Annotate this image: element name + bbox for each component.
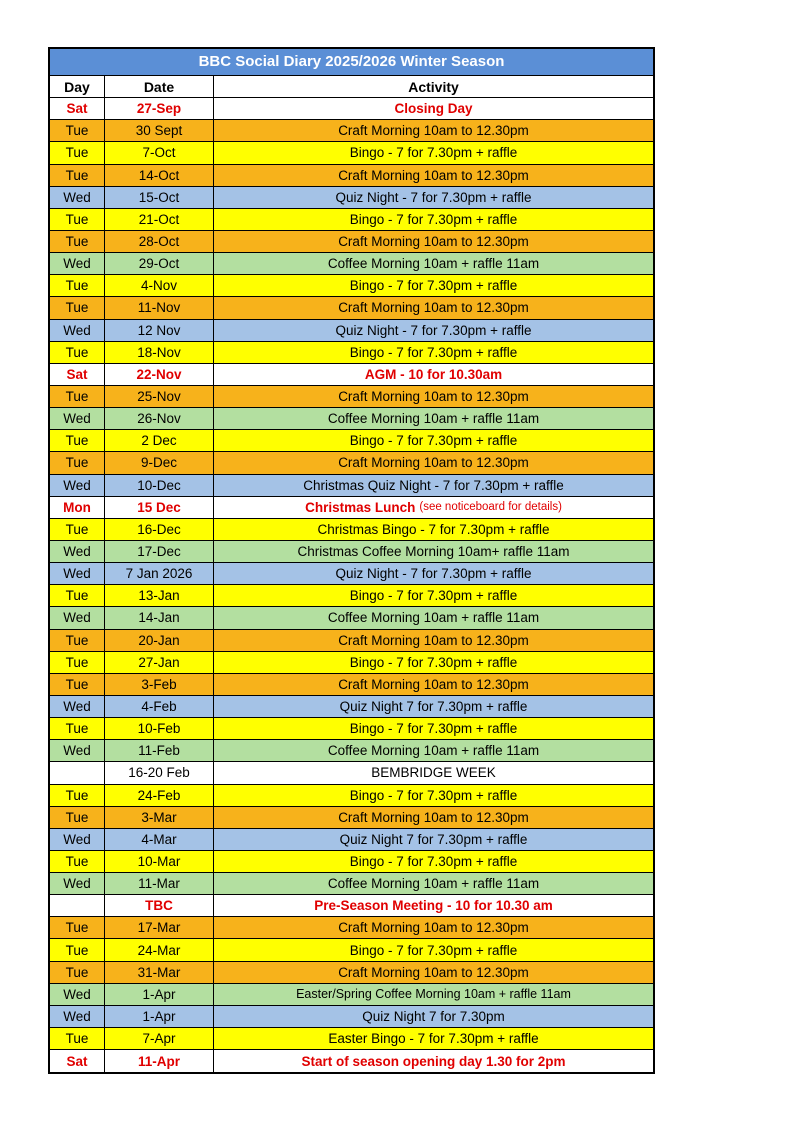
row-activity xyxy=(214,297,653,318)
row-day: Tue xyxy=(50,851,105,872)
diary-row xyxy=(50,253,653,275)
row-date: 4-Feb xyxy=(105,696,214,717)
row-activity-text: AGM - 10 for 10.30am xyxy=(364,366,503,382)
diary-rows xyxy=(50,98,653,1072)
row-date: 7-Apr xyxy=(105,1028,214,1049)
row-activity-text: Bingo - 7 for 7.30pm + raffle xyxy=(349,278,518,294)
row-activity-text: Christmas Coffee Morning 10am+ raffle 11am xyxy=(297,544,570,560)
row-activity xyxy=(214,785,653,806)
row-activity-text: Quiz Night 7 for 7.30pm xyxy=(362,1008,505,1024)
row-day: Tue xyxy=(50,674,105,695)
header-day: Day xyxy=(50,76,105,97)
diary-row xyxy=(50,674,653,696)
row-activity-text: Pre-Season Meeting - 10 for 10.30 am xyxy=(314,898,553,914)
row-date: 4-Mar xyxy=(105,829,214,850)
row-activity-text: Easter/Spring Coffee Morning 10am + raffle 11am xyxy=(296,987,571,1002)
row-day: Tue xyxy=(50,342,105,363)
row-activity-text: Craft Morning 10am to 12.30pm xyxy=(338,920,529,936)
diary-row xyxy=(50,320,653,342)
row-activity-text: Coffee Morning 10am + raffle 11am xyxy=(327,743,540,759)
row-activity xyxy=(214,430,653,451)
row-day xyxy=(50,762,105,783)
row-day: Wed xyxy=(50,187,105,208)
row-date: 24-Feb xyxy=(105,785,214,806)
row-activity xyxy=(214,475,653,496)
row-day: Tue xyxy=(50,209,105,230)
row-activity xyxy=(214,452,653,473)
header-activity: Activity xyxy=(408,78,459,95)
row-date: 30 Sept xyxy=(105,120,214,141)
row-activity xyxy=(214,209,653,230)
row-date: 20-Jan xyxy=(105,630,214,651)
row-date: 14-Oct xyxy=(105,165,214,186)
row-day: Tue xyxy=(50,785,105,806)
row-date: 9-Dec xyxy=(105,452,214,473)
diary-row xyxy=(50,785,653,807)
row-date: 11-Mar xyxy=(105,873,214,894)
row-date: 7-Oct xyxy=(105,142,214,163)
row-activity xyxy=(214,1006,653,1027)
diary-row xyxy=(50,98,653,120)
diary-row xyxy=(50,718,653,740)
row-day: Tue xyxy=(50,120,105,141)
row-date: 18-Nov xyxy=(105,342,214,363)
diary-title: BBC Social Diary 2025/2026 Winter Season xyxy=(50,49,653,76)
diary-row xyxy=(50,541,653,563)
row-date: 15-Oct xyxy=(105,187,214,208)
diary-row xyxy=(50,475,653,497)
row-activity xyxy=(214,1028,653,1049)
row-activity-text: Craft Morning 10am to 12.30pm xyxy=(338,455,529,471)
row-activity xyxy=(214,231,653,252)
diary-row xyxy=(50,829,653,851)
diary-row xyxy=(50,652,653,674)
row-date: 4-Nov xyxy=(105,275,214,296)
row-day: Wed xyxy=(50,541,105,562)
row-day: Tue xyxy=(50,652,105,673)
row-day: Mon xyxy=(50,497,105,518)
diary-row xyxy=(50,297,653,319)
row-day: Wed xyxy=(50,253,105,274)
row-activity xyxy=(214,408,653,429)
row-date: 22-Nov xyxy=(105,364,214,385)
row-activity-text: Bingo - 7 for 7.30pm + raffle xyxy=(349,211,518,227)
diary-row xyxy=(50,342,653,364)
row-activity xyxy=(214,364,653,385)
row-date: 3-Mar xyxy=(105,807,214,828)
row-date: 17-Dec xyxy=(105,541,214,562)
diary-row xyxy=(50,165,653,187)
row-activity xyxy=(214,829,653,850)
row-day: Tue xyxy=(50,630,105,651)
row-date: 27-Sep xyxy=(105,98,214,119)
row-activity-text: Craft Morning 10am to 12.30pm xyxy=(338,632,529,648)
row-day: Tue xyxy=(50,807,105,828)
row-activity-text: Coffee Morning 10am + raffle 11am xyxy=(327,876,540,892)
diary-row xyxy=(50,807,653,829)
row-day: Tue xyxy=(50,142,105,163)
row-day: Sat xyxy=(50,1050,105,1072)
row-activity-text: Craft Morning 10am to 12.30pm xyxy=(338,167,529,183)
row-activity-text: Start of season opening day 1.30 for 2pm xyxy=(301,1053,566,1069)
row-activity xyxy=(214,674,653,695)
diary-row xyxy=(50,895,653,917)
diary-row xyxy=(50,762,653,784)
row-date: 16-Dec xyxy=(105,519,214,540)
social-diary-table xyxy=(48,47,655,1074)
row-activity xyxy=(214,652,653,673)
diary-row xyxy=(50,1028,653,1050)
row-day: Tue xyxy=(50,718,105,739)
row-date: 17-Mar xyxy=(105,917,214,938)
row-activity-text: Bingo - 7 for 7.30pm + raffle xyxy=(349,654,518,670)
row-activity-text: Bingo - 7 for 7.30pm + raffle xyxy=(349,721,518,737)
row-activity xyxy=(214,187,653,208)
diary-row xyxy=(50,851,653,873)
row-date: 12 Nov xyxy=(105,320,214,341)
row-activity xyxy=(214,253,653,274)
row-activity xyxy=(214,585,653,606)
row-day: Wed xyxy=(50,829,105,850)
row-activity-text: Closing Day xyxy=(394,101,473,117)
row-date: 3-Feb xyxy=(105,674,214,695)
row-date: 24-Mar xyxy=(105,939,214,960)
row-day: Wed xyxy=(50,696,105,717)
row-activity xyxy=(214,120,653,141)
row-day: Tue xyxy=(50,165,105,186)
row-day: Tue xyxy=(50,297,105,318)
diary-row xyxy=(50,873,653,895)
diary-row xyxy=(50,430,653,452)
row-activity xyxy=(214,519,653,540)
diary-row xyxy=(50,519,653,541)
row-activity xyxy=(214,740,653,761)
row-activity xyxy=(214,630,653,651)
row-date: 1-Apr xyxy=(105,1006,214,1027)
row-date: 10-Dec xyxy=(105,475,214,496)
row-date: 11-Apr xyxy=(105,1050,214,1072)
row-activity xyxy=(214,142,653,163)
row-date: 1-Apr xyxy=(105,984,214,1005)
diary-row xyxy=(50,120,653,142)
row-date: 31-Mar xyxy=(105,962,214,983)
row-activity xyxy=(214,762,653,783)
row-day: Wed xyxy=(50,408,105,429)
row-activity-text: BEMBRIDGE WEEK xyxy=(371,765,496,781)
row-day: Tue xyxy=(50,430,105,451)
row-activity-text: Bingo - 7 for 7.30pm + raffle xyxy=(349,433,518,449)
row-date: 2 Dec xyxy=(105,430,214,451)
row-activity-text: Bingo - 7 for 7.30pm + raffle xyxy=(349,942,518,958)
row-activity-text: Craft Morning 10am to 12.30pm xyxy=(338,123,529,139)
diary-row xyxy=(50,231,653,253)
row-date: 11-Nov xyxy=(105,297,214,318)
row-activity xyxy=(214,497,653,518)
row-day: Tue xyxy=(50,231,105,252)
row-activity xyxy=(214,563,653,584)
row-date: 7 Jan 2026 xyxy=(105,563,214,584)
diary-row xyxy=(50,142,653,164)
diary-row xyxy=(50,563,653,585)
diary-row xyxy=(50,984,653,1006)
row-activity xyxy=(214,342,653,363)
row-activity xyxy=(214,718,653,739)
row-activity-text: Quiz Night - 7 for 7.30pm + raffle xyxy=(335,322,532,338)
row-activity-text: Bingo - 7 for 7.30pm + raffle xyxy=(349,588,518,604)
row-day: Wed xyxy=(50,563,105,584)
row-activity xyxy=(214,917,653,938)
row-activity-text: Coffee Morning 10am + raffle 11am xyxy=(327,256,540,272)
row-date: 26-Nov xyxy=(105,408,214,429)
row-day: Wed xyxy=(50,740,105,761)
row-date: TBC xyxy=(105,895,214,916)
diary-row xyxy=(50,740,653,762)
row-date: 28-Oct xyxy=(105,231,214,252)
row-day: Tue xyxy=(50,939,105,960)
row-date: 13-Jan xyxy=(105,585,214,606)
row-activity-text: Christmas Bingo - 7 for 7.30pm + raffle xyxy=(317,521,550,537)
row-date: 29-Oct xyxy=(105,253,214,274)
row-date: 15 Dec xyxy=(105,497,214,518)
diary-row xyxy=(50,386,653,408)
diary-row xyxy=(50,209,653,231)
row-activity-text: Quiz Night - 7 for 7.30pm + raffle xyxy=(335,189,532,205)
row-activity-text: Craft Morning 10am to 12.30pm xyxy=(338,234,529,250)
row-activity-text: Quiz Night 7 for 7.30pm + raffle xyxy=(339,831,528,847)
diary-row xyxy=(50,1006,653,1028)
row-activity-text: Coffee Morning 10am + raffle 11am xyxy=(327,610,540,626)
row-activity-text: Christmas Lunch xyxy=(305,499,416,515)
row-day: Tue xyxy=(50,585,105,606)
diary-row xyxy=(50,939,653,961)
row-activity-text: Craft Morning 10am to 12.30pm xyxy=(338,676,529,692)
row-date: 25-Nov xyxy=(105,386,214,407)
row-day: Sat xyxy=(50,364,105,385)
row-activity-text: Craft Morning 10am to 12.30pm xyxy=(338,809,529,825)
row-activity-text: Bingo - 7 for 7.30pm + raffle xyxy=(349,853,518,869)
row-date: 10-Feb xyxy=(105,718,214,739)
row-activity xyxy=(214,320,653,341)
row-activity xyxy=(214,962,653,983)
row-activity-text: Coffee Morning 10am + raffle 11am xyxy=(327,411,540,427)
diary-row xyxy=(50,917,653,939)
diary-row xyxy=(50,962,653,984)
row-activity xyxy=(214,1050,653,1072)
row-date: 14-Jan xyxy=(105,607,214,628)
row-activity-text: Craft Morning 10am to 12.30pm xyxy=(338,300,529,316)
row-activity xyxy=(214,607,653,628)
row-day xyxy=(50,895,105,916)
row-activity xyxy=(214,939,653,960)
row-activity-text: Bingo - 7 for 7.30pm + raffle xyxy=(349,145,518,161)
row-date: 16-20 Feb xyxy=(105,762,214,783)
row-activity-text: Quiz Night 7 for 7.30pm + raffle xyxy=(339,699,528,714)
row-day: Tue xyxy=(50,1028,105,1049)
row-day: Sat xyxy=(50,98,105,119)
row-activity-text: Easter Bingo - 7 for 7.30pm + raffle xyxy=(328,1031,539,1047)
row-day: Tue xyxy=(50,519,105,540)
row-activity-text: Craft Morning 10am to 12.30pm xyxy=(338,389,529,405)
row-activity xyxy=(214,165,653,186)
diary-row xyxy=(50,408,653,430)
row-date: 10-Mar xyxy=(105,851,214,872)
row-activity-text: Bingo - 7 for 7.30pm + raffle xyxy=(349,344,518,360)
row-activity xyxy=(214,386,653,407)
header-date: Date xyxy=(105,76,214,97)
row-activity-text: Craft Morning 10am to 12.30pm xyxy=(338,964,529,980)
row-activity xyxy=(214,98,653,119)
diary-row xyxy=(50,364,653,386)
row-activity xyxy=(214,696,653,717)
diary-row xyxy=(50,585,653,607)
row-activity xyxy=(214,275,653,296)
row-activity xyxy=(214,851,653,872)
row-day: Tue xyxy=(50,386,105,407)
diary-row xyxy=(50,630,653,652)
diary-row xyxy=(50,696,653,718)
row-day: Wed xyxy=(50,475,105,496)
row-day: Tue xyxy=(50,452,105,473)
row-activity xyxy=(214,984,653,1005)
row-date: 21-Oct xyxy=(105,209,214,230)
row-activity-note: (see noticeboard for details) xyxy=(419,501,562,514)
row-activity xyxy=(214,807,653,828)
row-day: Wed xyxy=(50,873,105,894)
row-activity-text: Christmas Quiz Night - 7 for 7.30pm + raffle xyxy=(303,477,564,493)
row-day: Wed xyxy=(50,607,105,628)
row-date: 11-Feb xyxy=(105,740,214,761)
row-day: Tue xyxy=(50,917,105,938)
row-activity xyxy=(214,541,653,562)
diary-row xyxy=(50,607,653,629)
row-date: 27-Jan xyxy=(105,652,214,673)
row-day: Wed xyxy=(50,1006,105,1027)
diary-row xyxy=(50,187,653,209)
row-activity-text: Quiz Night - 7 for 7.30pm + raffle xyxy=(335,566,532,582)
row-day: Tue xyxy=(50,962,105,983)
row-day: Wed xyxy=(50,984,105,1005)
diary-row xyxy=(50,497,653,519)
row-activity xyxy=(214,873,653,894)
row-day: Tue xyxy=(50,275,105,296)
diary-row xyxy=(50,275,653,297)
row-activity xyxy=(214,895,653,916)
diary-row xyxy=(50,1050,653,1072)
row-activity-text: Bingo - 7 for 7.30pm + raffle xyxy=(349,787,518,803)
diary-row xyxy=(50,452,653,474)
header-row xyxy=(50,76,653,98)
row-day: Wed xyxy=(50,320,105,341)
